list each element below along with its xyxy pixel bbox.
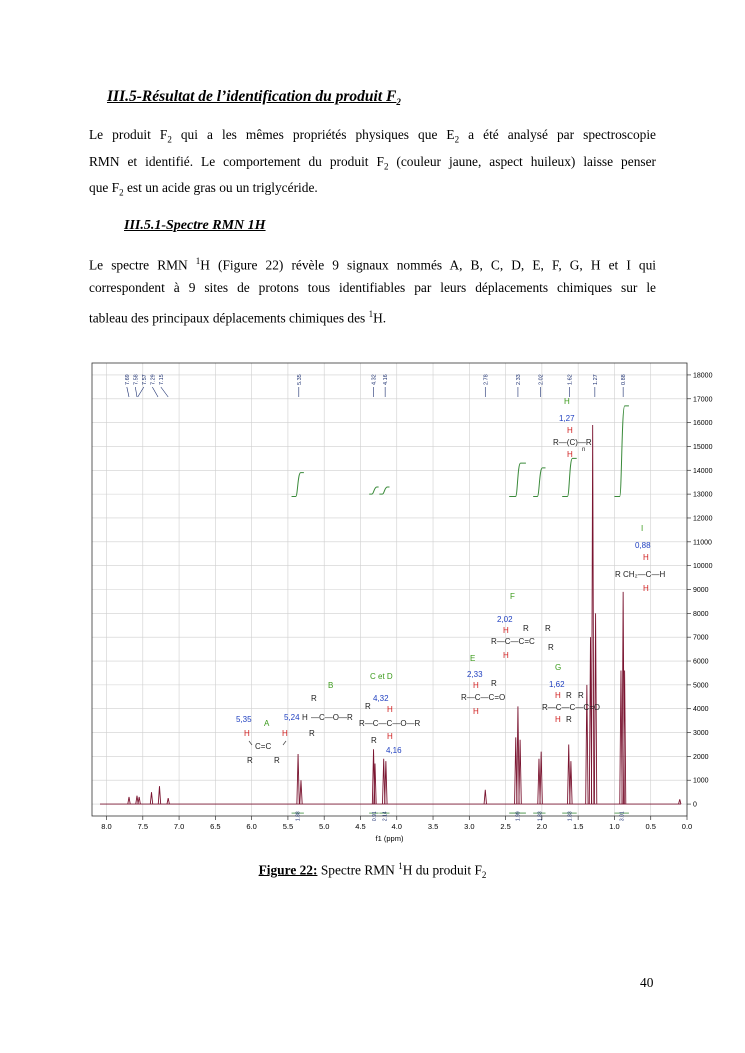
- atom-chain: R CH₂—C—H: [615, 570, 666, 579]
- peak-shift-label: 5.35: [296, 374, 303, 385]
- atom-r: R: [365, 702, 371, 711]
- y-tick-label: 7000: [693, 634, 709, 642]
- integral-value: 3.01: [619, 811, 626, 822]
- integral-curve: [292, 473, 304, 497]
- x-tick-label: 0.5: [645, 822, 656, 831]
- atom-r: R: [578, 691, 584, 700]
- x-tick-label: 6.5: [210, 822, 221, 831]
- spectrum-peak: [385, 761, 387, 804]
- intro-paragraph: Le produit $F_2$ qui a les mêmes propriétés physiques que $E_2$ a été analysé par spectroscopie RMN et identifié. Le comportement du produit $F_2$ (couleur jaune, aspect huileux) laisse penser que $F_2$ est un acide gras ou un triglycéride.: [89, 127, 657, 198]
- y-tick-label: 18000: [693, 372, 713, 380]
- peak-shift-label: 7.57: [141, 374, 148, 385]
- y-tick-label: 2000: [693, 753, 709, 761]
- annotation-b-shift: 5,24: [284, 713, 300, 722]
- x-tick-label: 7.5: [137, 822, 149, 831]
- atom-r: R: [311, 694, 317, 703]
- integral-value: 1.83: [567, 811, 574, 822]
- annotation-f-shift: 2,02: [497, 615, 513, 624]
- x-axis: [101, 816, 692, 843]
- figure-caption: Figure 22: Spectre RMN $^1$H du produit $F_2$: [258, 861, 487, 881]
- peak-shift-label: 7.15: [158, 374, 165, 385]
- atom-h: H: [503, 651, 509, 660]
- integral-curve: [614, 406, 629, 497]
- annotation-cd-letter: C et D: [370, 672, 393, 681]
- x-tick-label: 2.5: [500, 822, 511, 831]
- x-tick-label: 3.5: [427, 822, 439, 831]
- x-tick-label: 6.0: [246, 822, 257, 831]
- spectrum-paragraph: Le spectre RMN $^1$H (Figure 22) révèle 9 signaux nommés A, B, C, D, E, F, G, H et I qui correspondent à 9 sites de protons tous identifiables par leurs déplacements chimiques sur le tableau des principaux déplacements chimiques des $^1$H.: [89, 256, 656, 326]
- annotation-e-shift: 2,33: [467, 670, 483, 679]
- x-tick-label: 5.0: [318, 822, 330, 831]
- y-tick-label: 11000: [693, 539, 712, 547]
- atom-r: R: [523, 624, 529, 633]
- annotation-a-shift: 5,35: [236, 715, 252, 724]
- x-tick-label: 5.5: [282, 822, 294, 831]
- atom-h: H: [473, 681, 479, 690]
- x-tick-label: 4.0: [391, 822, 402, 831]
- y-tick-label: 1000: [693, 777, 709, 785]
- annotation-f-letter: F: [510, 592, 515, 601]
- peak-shift-tick: [127, 387, 129, 397]
- atom-h: H: [643, 584, 649, 593]
- peak-shift-label: 7.69: [124, 374, 131, 385]
- spectrum-peak: [167, 798, 169, 804]
- integral-curve: [369, 487, 378, 494]
- integral-curve: [562, 458, 577, 496]
- annotation-cd-shift1: 4,32: [373, 694, 389, 703]
- atom-n: n: [582, 447, 586, 453]
- atom-h: H: [567, 450, 573, 459]
- atom-r: R: [309, 729, 315, 738]
- atom-h: H: [387, 732, 393, 741]
- section-title: III.5-Résultat de l’identification du produit $F_2$: [107, 88, 401, 108]
- atom-h: H: [282, 729, 288, 738]
- atom-h: H: [567, 426, 573, 435]
- atom-h: H: [555, 715, 561, 724]
- atom-chain: R—C—C=O: [461, 693, 506, 702]
- annotation-g-shift: 1,62: [549, 680, 565, 689]
- spectrum-peak: [297, 754, 299, 804]
- atom-chain: R—C—C—O—R: [359, 719, 421, 728]
- annotation-g-letter: G: [555, 663, 562, 672]
- peak-shift-label: 2.33: [515, 374, 522, 385]
- atom-r: R: [371, 736, 377, 745]
- atom-r: R: [545, 624, 551, 633]
- y-tick-label: 17000: [693, 396, 713, 404]
- atom-chain: R—C—C=C: [491, 637, 535, 646]
- atom-chain: R—(C)—R: [553, 438, 592, 447]
- integral-value: 2.14: [382, 811, 389, 822]
- atom-h: H: [302, 713, 308, 722]
- y-tick-label: 8000: [693, 610, 709, 618]
- peak-shift-label: 1.27: [592, 374, 599, 385]
- y-axis: [687, 372, 713, 808]
- atom-chain: —C—O—R: [311, 713, 353, 722]
- y-tick-label: 4000: [693, 706, 709, 714]
- y-tick-label: 5000: [693, 682, 709, 690]
- x-tick-label: 7.0: [173, 822, 185, 831]
- peak-shift-tick: [135, 387, 137, 397]
- spectrum-peak: [150, 792, 152, 804]
- peak-shift-label: 4.16: [383, 374, 390, 385]
- atom-h: H: [643, 553, 649, 562]
- page-number: 40: [640, 975, 654, 990]
- atom-r: R: [548, 643, 554, 652]
- spectrum-peak: [484, 790, 486, 804]
- spectrum-peak: [570, 761, 572, 804]
- y-tick-label: 14000: [693, 467, 713, 475]
- peak-shift-label: 2.02: [538, 374, 545, 385]
- atom-chain: R—C—C—C=O: [542, 703, 601, 712]
- spectrum-peak: [519, 740, 521, 804]
- spectrum-peak: [128, 797, 130, 804]
- integral-value: 1.83: [537, 811, 544, 822]
- peak-shift-label: 4.32: [371, 374, 378, 385]
- peak-shift-label: 7.29: [150, 374, 157, 385]
- atom-h: H: [555, 691, 561, 700]
- peak-shift-label: 1.62: [567, 374, 574, 385]
- bond-line: [283, 741, 286, 745]
- integral-curve: [379, 487, 389, 494]
- x-tick-label: 3.0: [464, 822, 475, 831]
- x-tick-label: 4.5: [355, 822, 366, 831]
- annotation-i-letter: I: [641, 524, 644, 533]
- annotation-a-letter: A: [264, 719, 270, 728]
- atom-r: R: [274, 756, 280, 765]
- nmr-spectrum-chart: [89, 355, 719, 855]
- spectrum-peak: [300, 780, 302, 804]
- x-tick-label: 0.0: [681, 822, 693, 831]
- peak-shift-label: 0.88: [621, 374, 628, 385]
- annotation-h-letter: H: [564, 397, 570, 406]
- subsection-title: III.5.1-Spectre RMN 1H: [124, 218, 266, 233]
- spectrum-peak: [679, 799, 681, 804]
- atom-h: H: [244, 729, 250, 738]
- peak-shift-label: 2.78: [483, 374, 490, 385]
- spectrum-peak: [158, 786, 160, 804]
- spectrum-peak: [138, 797, 140, 804]
- x-axis-label: f1 (ppm): [375, 834, 404, 843]
- annotation-i-shift: 0,88: [635, 541, 651, 550]
- integral-curve: [533, 468, 545, 497]
- x-tick-label: 1.5: [572, 822, 584, 831]
- y-tick-label: 3000: [693, 730, 709, 738]
- x-tick-label: 1.0: [609, 822, 620, 831]
- peak-shift-label: 7.58: [133, 374, 140, 385]
- atom-cc: C=C: [255, 742, 272, 751]
- y-tick-label: 9000: [693, 587, 709, 594]
- annotation-h-shift: 1,27: [559, 414, 575, 423]
- structure-annotations: [236, 397, 665, 765]
- integral-value: 1.99: [515, 811, 522, 822]
- y-tick-label: 15000: [693, 443, 713, 451]
- integral-curve: [509, 463, 526, 496]
- annotation-cd-shift2: 4,16: [386, 746, 402, 755]
- atom-r: R: [247, 756, 253, 765]
- peak-shift-tick: [152, 387, 158, 397]
- y-tick-label: 16000: [693, 420, 713, 428]
- atom-h: H: [503, 626, 509, 635]
- atom-r: R: [566, 691, 572, 700]
- annotation-b-letter: B: [328, 681, 334, 690]
- atom-h: H: [387, 705, 393, 714]
- atom-r: R: [566, 715, 572, 724]
- integral-value: 1.88: [295, 811, 302, 822]
- x-tick-label: 2.0: [536, 822, 548, 831]
- y-tick-label: 10000: [693, 563, 713, 571]
- x-tick-label: 8.0: [101, 822, 112, 831]
- peak-shift-tick: [161, 387, 168, 397]
- y-tick-label: 13000: [693, 491, 713, 499]
- annotation-e-letter: E: [470, 654, 476, 663]
- integral-value: 0.91: [371, 811, 378, 822]
- atom-r: R: [491, 679, 497, 688]
- y-tick-label: 0: [693, 801, 697, 809]
- peak-label-group: [125, 374, 627, 397]
- spectrum-peak: [591, 425, 593, 804]
- y-tick-label: 12000: [693, 515, 713, 523]
- y-tick-label: 6000: [693, 658, 709, 666]
- atom-h: H: [473, 707, 479, 716]
